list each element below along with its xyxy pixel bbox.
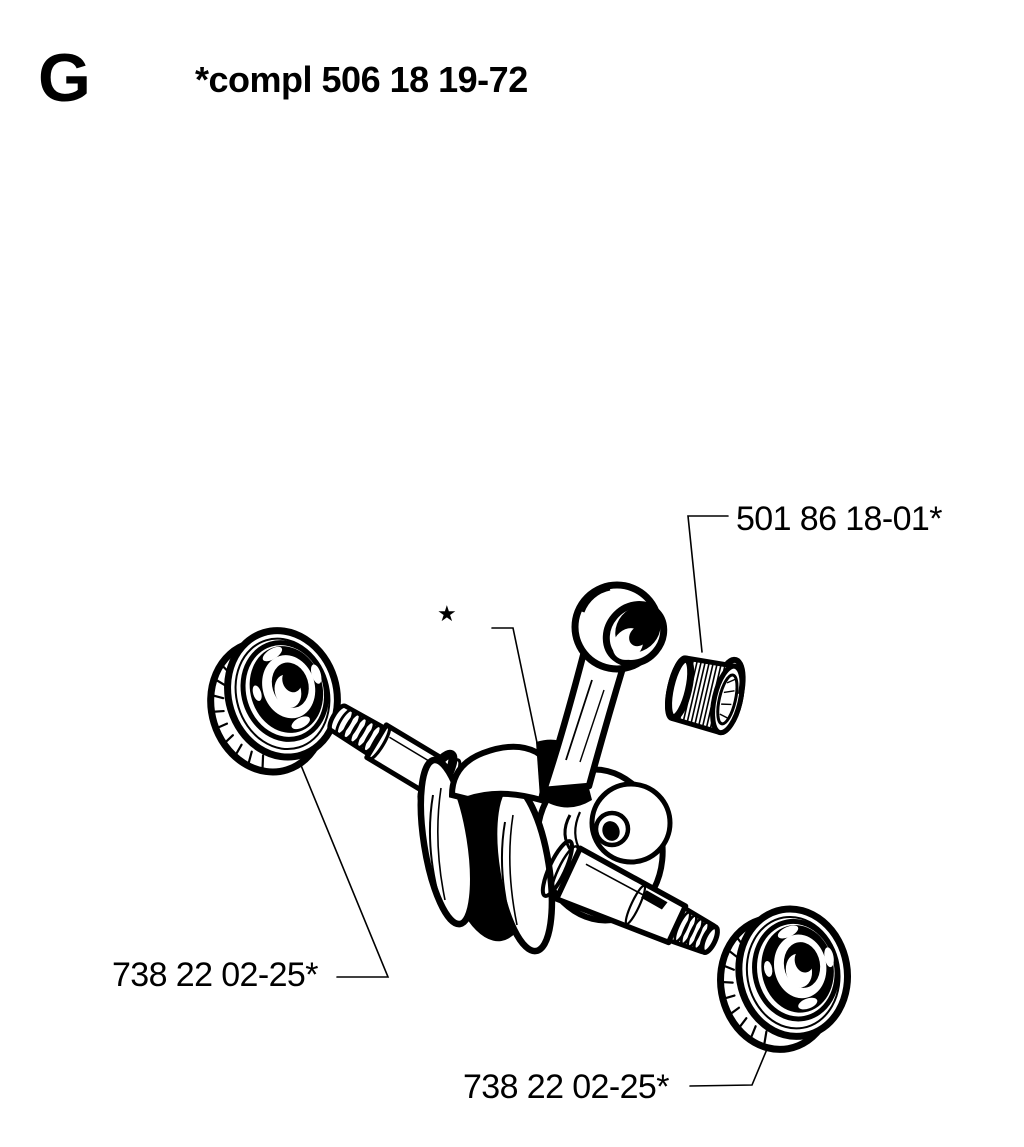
left-ball-bearing [193,617,356,786]
part-label-left-bearing: 738 22 02-25* [112,956,318,994]
connecting-rod [544,585,676,790]
section-letter: G [38,40,92,116]
part-label-right-bearing: 738 22 02-25* [463,1068,669,1106]
leader-line-right-bearing [690,1042,770,1086]
leader-line-left-bearing [298,758,388,977]
part-label-needle-bearing: 501 86 18-01* [736,500,942,538]
leader-line-needle-bearing [688,516,728,652]
needle-bearing-cage [662,647,749,736]
assembly-number: *compl 506 18 19-72 [195,59,528,100]
crankshaft-star-marker: ★ [437,601,457,626]
leader-line-crankshaft-marker [492,628,540,757]
right-ball-bearing [709,900,859,1058]
